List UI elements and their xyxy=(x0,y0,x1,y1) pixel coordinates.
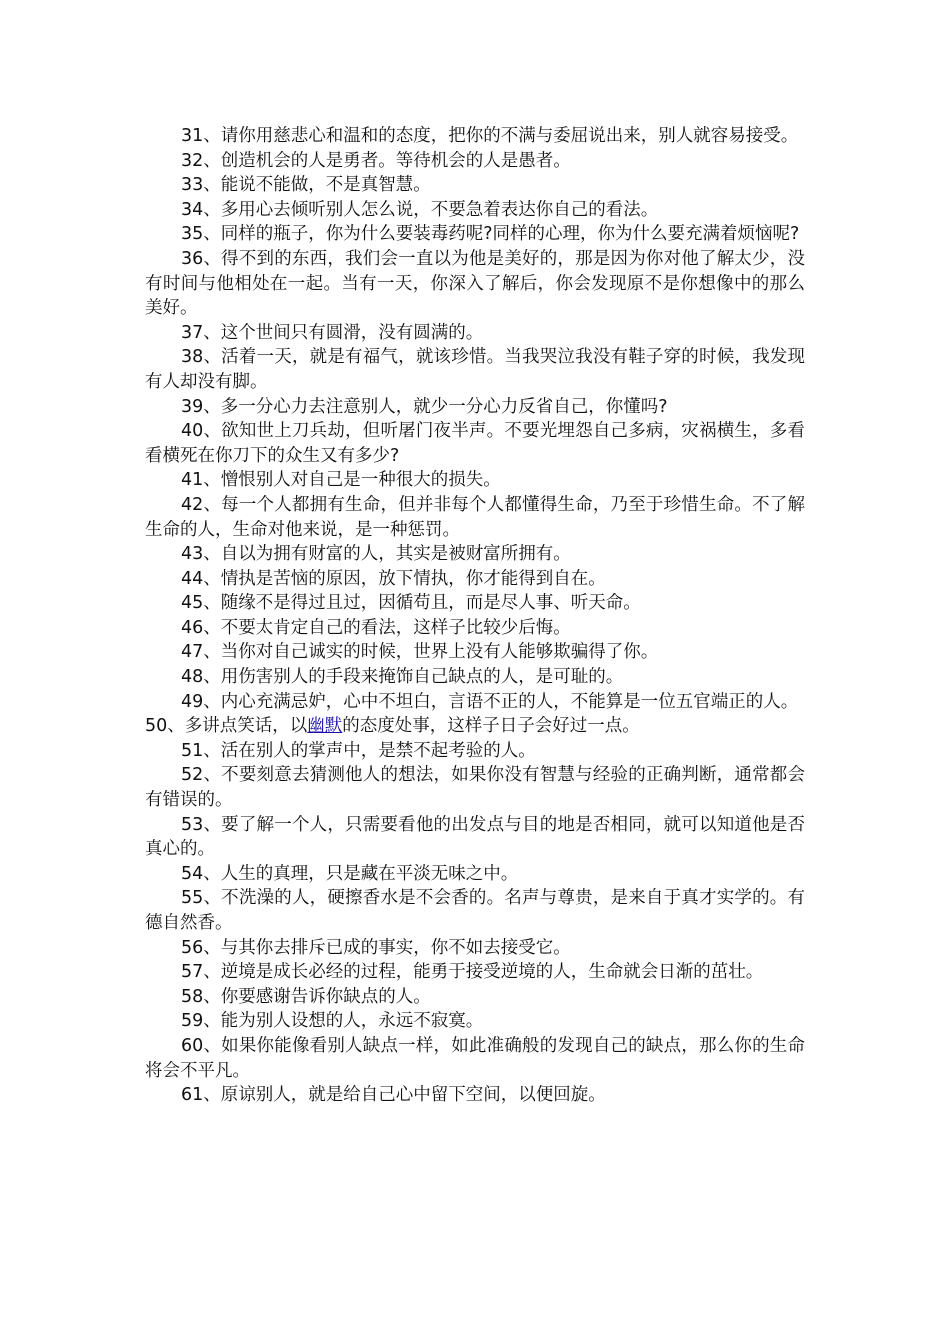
paragraph-52: 52、不要刻意去猜测他人的想法，如果你没有智慧与经验的正确判断，通常都会有错误的。 xyxy=(145,765,805,811)
paragraph-36: 36、得不到的东西，我们会一直以为他是美好的，那是因为你对他了解太少，没有时间与他相处在一起。当有一天，你深入了解后，你会发现原不是你想像中的那么美好。 xyxy=(145,248,805,319)
paragraph-31: 31、请你用慈悲心和温和的态度，把你的不满与委屈说出来，别人就容易接受。 xyxy=(181,126,799,146)
paragraph-38: 38、活着一天，就是有福气，就该珍惜。当我哭泣我没有鞋子穿的时候，我发现有人却没有脚。 xyxy=(145,347,805,392)
paragraph-59: 59、能为别人设想的人，永远不寂寞。 xyxy=(181,1011,484,1032)
paragraph-37: 37、这个世间只有圆滑，没有圆满的。 xyxy=(181,322,484,343)
paragraph-35: 35、同样的瓶子，你为什么要装毒药呢?同样的心理，你为什么要充满着烦恼呢? xyxy=(181,224,800,245)
paragraph-50 xyxy=(145,714,805,739)
paragraph-56: 56、与其你去排斥已成的事实，你不如去接受它。 xyxy=(181,937,571,958)
paragraph-44: 44、情执是苦恼的原因，放下情执，你才能得到自在。 xyxy=(181,568,606,589)
paragraph-50-text-before: 50、多讲点笑话，以 xyxy=(145,716,308,737)
paragraph-40: 40、欲知世上刀兵劫，但听屠门夜半声。不要光埋怨自己多病，灾祸横生，多看看横死在你刀下的众生又有多少? xyxy=(145,421,805,466)
paragraph-55: 55、不洗澡的人，硬擦香水是不会香的。名声与尊贵，是来自于真才实学的。有德自然香。 xyxy=(145,888,805,933)
paragraph-54: 54、人生的真理，只是藏在平淡无味之中。 xyxy=(181,863,519,884)
paragraph-49: 49、内心充满忌妒，心中不坦白，言语不正的人，不能算是一位五官端正的人。 xyxy=(181,691,799,712)
paragraph-39: 39、多一分心力去注意别人，就少一分心力反省自己，你懂吗? xyxy=(181,396,668,417)
document-body xyxy=(145,124,805,1108)
paragraph-50-text-after: 的态度处事，这样子日子会好过一点。 xyxy=(342,716,640,737)
humor-link[interactable]: 幽默 xyxy=(307,716,343,737)
paragraph-43: 43、自以为拥有财富的人，其实是被财富所拥有。 xyxy=(181,544,571,565)
paragraph-42: 42、每一个人都拥有生命，但并非每个人都懂得生命，乃至于珍惜生命。不了解生命的人，生命对他来说，是一种惩罚。 xyxy=(145,494,805,540)
paragraph-33: 33、能说不能做，不是真智慧。 xyxy=(181,175,431,196)
paragraph-51: 51、活在别人的掌声中，是禁不起考验的人。 xyxy=(181,740,536,761)
paragraph-57: 57、逆境是成长必经的过程，能勇于接受逆境的人，生命就会日渐的茁壮。 xyxy=(181,962,764,983)
paragraph-47: 47、当你对自己诚实的时候，世界上没有人能够欺骗得了你。 xyxy=(181,642,659,663)
paragraph-34: 34、多用心去倾听别人怎么说，不要急着表达你自己的看法。 xyxy=(181,199,659,220)
paragraph-32: 32、创造机会的人是勇者。等待机会的人是愚者。 xyxy=(181,150,571,171)
paragraph-41: 41、憎恨别人对自己是一种很大的损失。 xyxy=(181,470,501,491)
paragraph-58: 58、你要感谢告诉你缺点的人。 xyxy=(181,986,431,1007)
paragraph-60: 60、如果你能像看别人缺点一样，如此准确般的发现自己的缺点，那么你的生命将会不平凡。 xyxy=(145,1035,805,1081)
paragraph-46: 46、不要太肯定自己的看法，这样子比较少后悔。 xyxy=(181,617,571,638)
paragraph-61: 61、原谅别人，就是给自己心中留下空间，以便回旋。 xyxy=(181,1085,606,1106)
paragraph-53: 53、要了解一个人，只需要看他的出发点与目的地是否相同，就可以知道他是否真心的。 xyxy=(145,814,805,860)
paragraph-45: 45、随缘不是得过且过，因循苟且，而是尽人事、听天命。 xyxy=(181,593,641,614)
paragraph-48: 48、用伤害别人的手段来掩饰自己缺点的人，是可耻的。 xyxy=(181,667,624,688)
